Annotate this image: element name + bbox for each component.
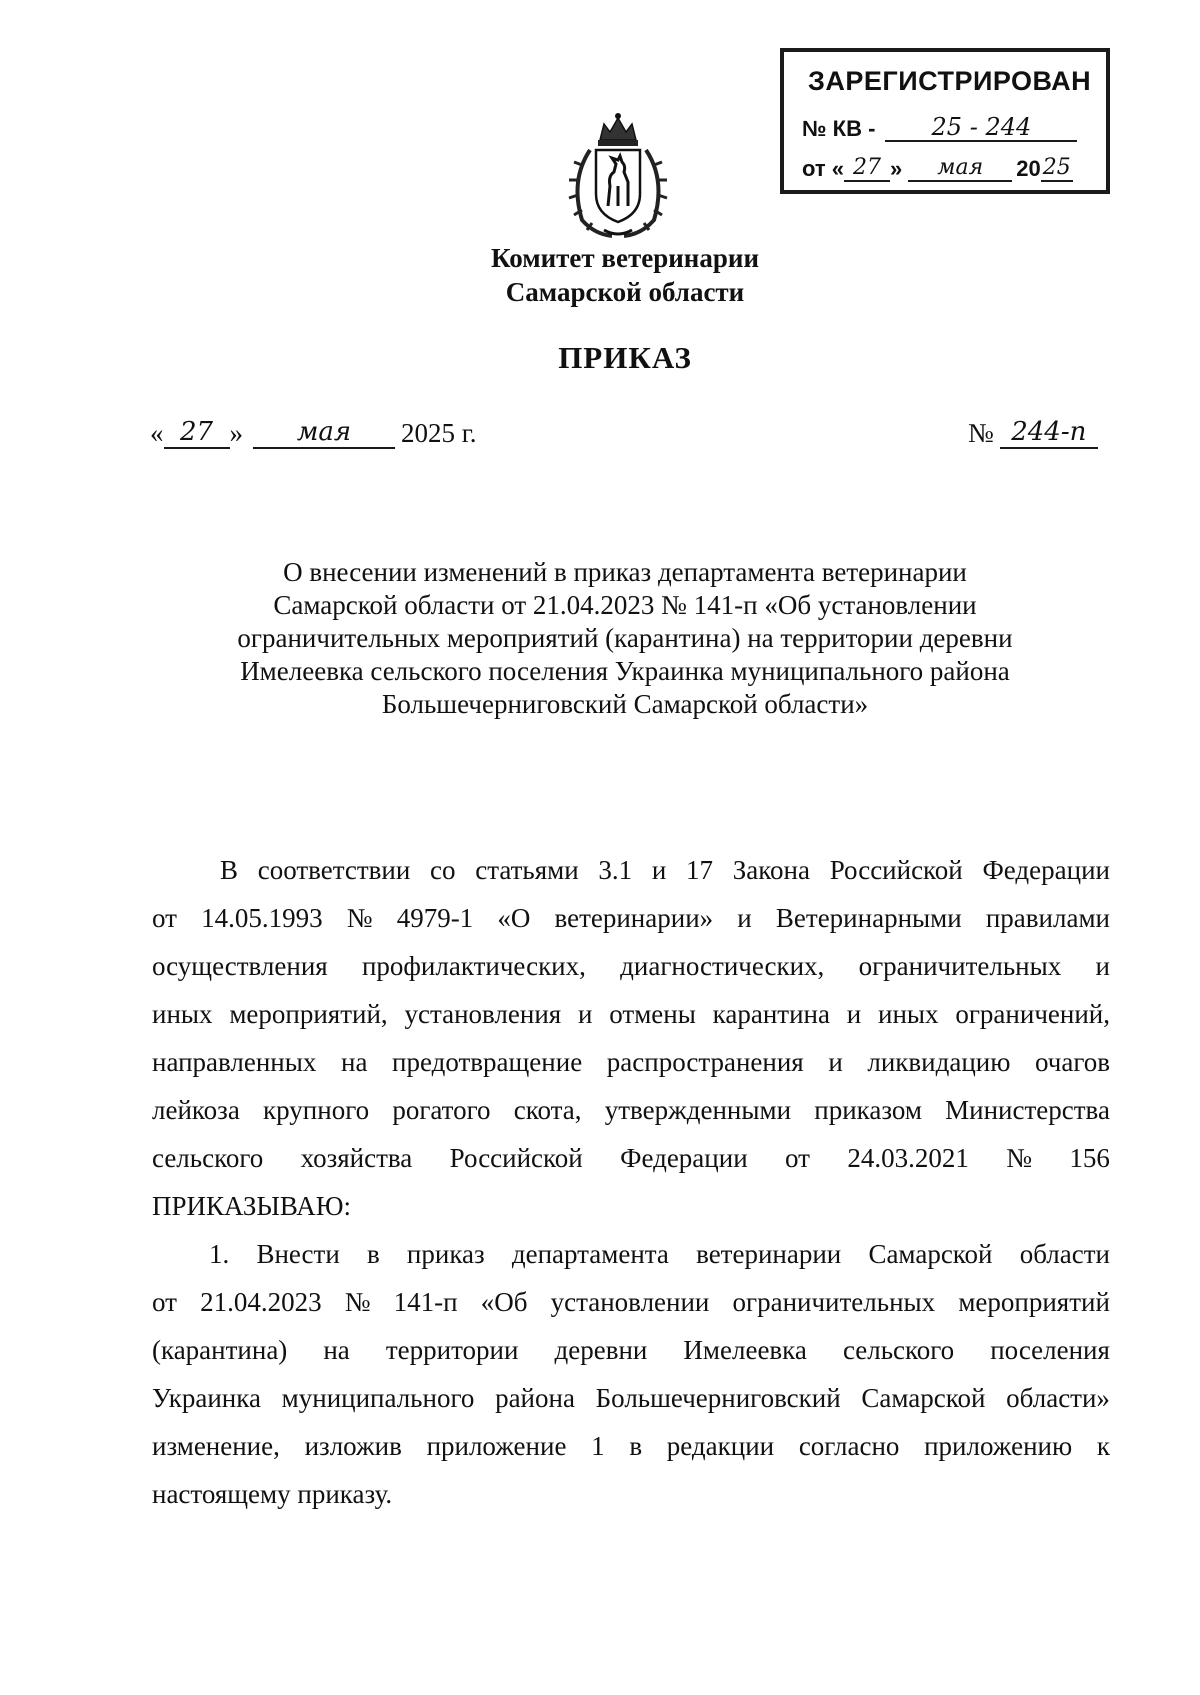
word: сельского [152, 1143, 264, 1173]
word: установления [404, 999, 562, 1029]
word: 1. [209, 1239, 230, 1269]
word: ликвидацию [867, 1047, 1011, 1077]
item-1-last-block [152, 1462, 1110, 1510]
word: скота, [513, 1095, 582, 1125]
subject-line: О внесении изменений в приказ департамента ветеринарии [283, 557, 967, 587]
word: к [1096, 1431, 1110, 1461]
word: В [220, 855, 239, 885]
stamp-title: ЗАРЕГИСТРИРОВАН [808, 66, 1092, 96]
word: Министерства [945, 1095, 1110, 1125]
text-line [152, 886, 1110, 934]
stamp-number-line [802, 114, 1077, 142]
word: на [341, 1047, 368, 1077]
word: иных [878, 999, 939, 1029]
word: сельского [842, 1335, 955, 1365]
word: мероприятий, [229, 999, 388, 1029]
word: иных [152, 999, 213, 1029]
word: 14.05.1993 [201, 903, 323, 933]
stamp-date-prefix: от « [802, 156, 845, 182]
word: отмены [609, 999, 696, 1029]
word: карантина [712, 999, 830, 1029]
word: соответствии [257, 855, 411, 885]
word: распространения [606, 1047, 804, 1077]
document-type: ПРИКАЗ [558, 340, 692, 375]
word: деревни [554, 1335, 648, 1365]
word: в [629, 1431, 643, 1461]
stamp-date-close: » [890, 156, 903, 182]
word: крупного [263, 1095, 370, 1125]
item-1-last-line: настоящему приказу. [152, 1479, 393, 1509]
word: профилактических, [361, 951, 586, 981]
word: и [828, 1047, 843, 1077]
subject-line: ограничительных мероприятий (карантина) на территории деревни [237, 623, 1013, 653]
stamp-number-label: № КВ - [802, 116, 876, 142]
org-name-line2: Самарской области [505, 277, 745, 307]
word: рогатого [392, 1095, 491, 1125]
text-line [152, 1126, 1110, 1174]
word: Имелеевка [683, 1335, 807, 1365]
word: установлении [550, 1287, 710, 1317]
word: мероприятий [958, 1287, 1110, 1317]
order-number [968, 418, 1098, 449]
word: района [495, 1383, 575, 1413]
text-line [152, 1270, 1110, 1318]
decree-word-block [152, 1174, 1110, 1222]
word: муниципального [281, 1383, 475, 1413]
word: ветеринарии [696, 1239, 842, 1269]
word: № [344, 1287, 371, 1317]
word: приказ [406, 1239, 485, 1269]
word: Закона [732, 855, 810, 885]
word: 3.1 [598, 855, 633, 885]
word: очагов [1034, 1047, 1110, 1077]
stamp-reg-number: 25 - 244 [885, 114, 1077, 142]
word: утвержденными [604, 1095, 792, 1125]
word: приложению [924, 1431, 1073, 1461]
word: 4979-1 [396, 903, 474, 933]
word: «О [497, 903, 531, 933]
text-line [152, 1222, 1110, 1270]
word: Самарской [861, 1383, 986, 1413]
word: и [1095, 951, 1110, 981]
text-line [152, 838, 1110, 886]
preamble-paragraph [152, 838, 1110, 1174]
word: Федерации [620, 1143, 748, 1173]
word: в [366, 1239, 380, 1269]
text-line [152, 1030, 1110, 1078]
word: со [430, 855, 456, 885]
subject-line: Самарской области от 21.04.2023 № 141-п «Об установлении [273, 590, 977, 620]
word: территории [385, 1335, 519, 1365]
org-name-line1: Комитет ветеринарии [491, 243, 759, 273]
word: осуществления [152, 951, 328, 981]
word: диагностических, [620, 951, 825, 981]
word: от [152, 903, 177, 933]
word: 21.04.2023 [200, 1287, 322, 1317]
subject-line: Имелеевка сельского поселения Украинка муниципального района [240, 656, 1010, 686]
text-line [152, 982, 1110, 1030]
samara-coat-of-arms-icon [560, 110, 676, 242]
decree-word: ПРИКАЗЫВАЮ: [152, 1191, 351, 1221]
word: приказом [814, 1095, 922, 1125]
word: области [1019, 1239, 1110, 1269]
word: согласно [798, 1431, 900, 1461]
word: № [1006, 1143, 1033, 1173]
subject-line: Большечерниговский Самарской области» [381, 689, 869, 719]
word: ветеринарии» [554, 903, 714, 933]
order-number-value: 244-п [1000, 418, 1098, 449]
word: и [846, 999, 862, 1029]
word: Внести [256, 1239, 340, 1269]
word: редакции [666, 1431, 775, 1461]
text-line [152, 934, 1110, 982]
word: ограничений, [955, 999, 1110, 1029]
word: от [785, 1143, 810, 1173]
order-day: 27 [164, 418, 230, 449]
text-line [152, 1078, 1110, 1126]
word: и [578, 999, 593, 1029]
word: ограничительных [858, 951, 1062, 981]
order-year: 2025 г. [401, 418, 477, 448]
stamp-date-month: мая [908, 156, 1012, 182]
word: № [346, 903, 373, 933]
word: приложение [426, 1431, 567, 1461]
text-line [152, 1318, 1110, 1366]
word: направленных [152, 1047, 317, 1077]
registration-stamp [780, 48, 1110, 194]
word: Большечерниговский [595, 1383, 841, 1413]
word: от [152, 1287, 177, 1317]
item-1-paragraph [152, 1222, 1110, 1462]
stamp-date-line [802, 156, 1073, 182]
word: «Об [480, 1287, 528, 1317]
word: 17 [686, 855, 714, 885]
stamp-year-prefix: 20 [1016, 156, 1041, 182]
word: области» [1006, 1383, 1110, 1413]
word: изложив [304, 1431, 402, 1461]
word: на [323, 1335, 350, 1365]
word: Российской [449, 1143, 583, 1173]
word: поселения [990, 1335, 1110, 1365]
word: хозяйства [300, 1143, 413, 1173]
word: Российской [829, 855, 963, 885]
word: и [651, 855, 667, 885]
word: 141-п [393, 1287, 458, 1317]
date-close-quote: » [229, 418, 243, 448]
word: лейкоза [152, 1095, 240, 1125]
word: Украинка [152, 1383, 261, 1413]
stamp-date-day: 27 [844, 156, 890, 182]
word: Ветеринарными [775, 903, 962, 933]
word: (карантина) [152, 1335, 288, 1365]
word: ограничительных [732, 1287, 936, 1317]
word: департамента [511, 1239, 669, 1269]
date-open-quote: « [150, 418, 164, 448]
word: Самарской [868, 1239, 993, 1269]
word: 156 [1069, 1143, 1110, 1173]
word: Федерации [982, 855, 1110, 885]
order-number-label: № [968, 418, 994, 448]
word: предотвращение [392, 1047, 583, 1077]
word: статьями [475, 855, 579, 885]
text-line [152, 1414, 1110, 1462]
stamp-year-suffix: 25 [1041, 156, 1073, 182]
order-subject [150, 556, 1100, 721]
word: 1 [591, 1431, 605, 1461]
order-date [150, 418, 477, 449]
word: и [737, 903, 752, 933]
order-month: мая [253, 418, 395, 449]
word: изменение, [152, 1431, 280, 1461]
text-line [152, 1366, 1110, 1414]
word: правилами [985, 903, 1110, 933]
word: 24.03.2021 [847, 1143, 969, 1173]
